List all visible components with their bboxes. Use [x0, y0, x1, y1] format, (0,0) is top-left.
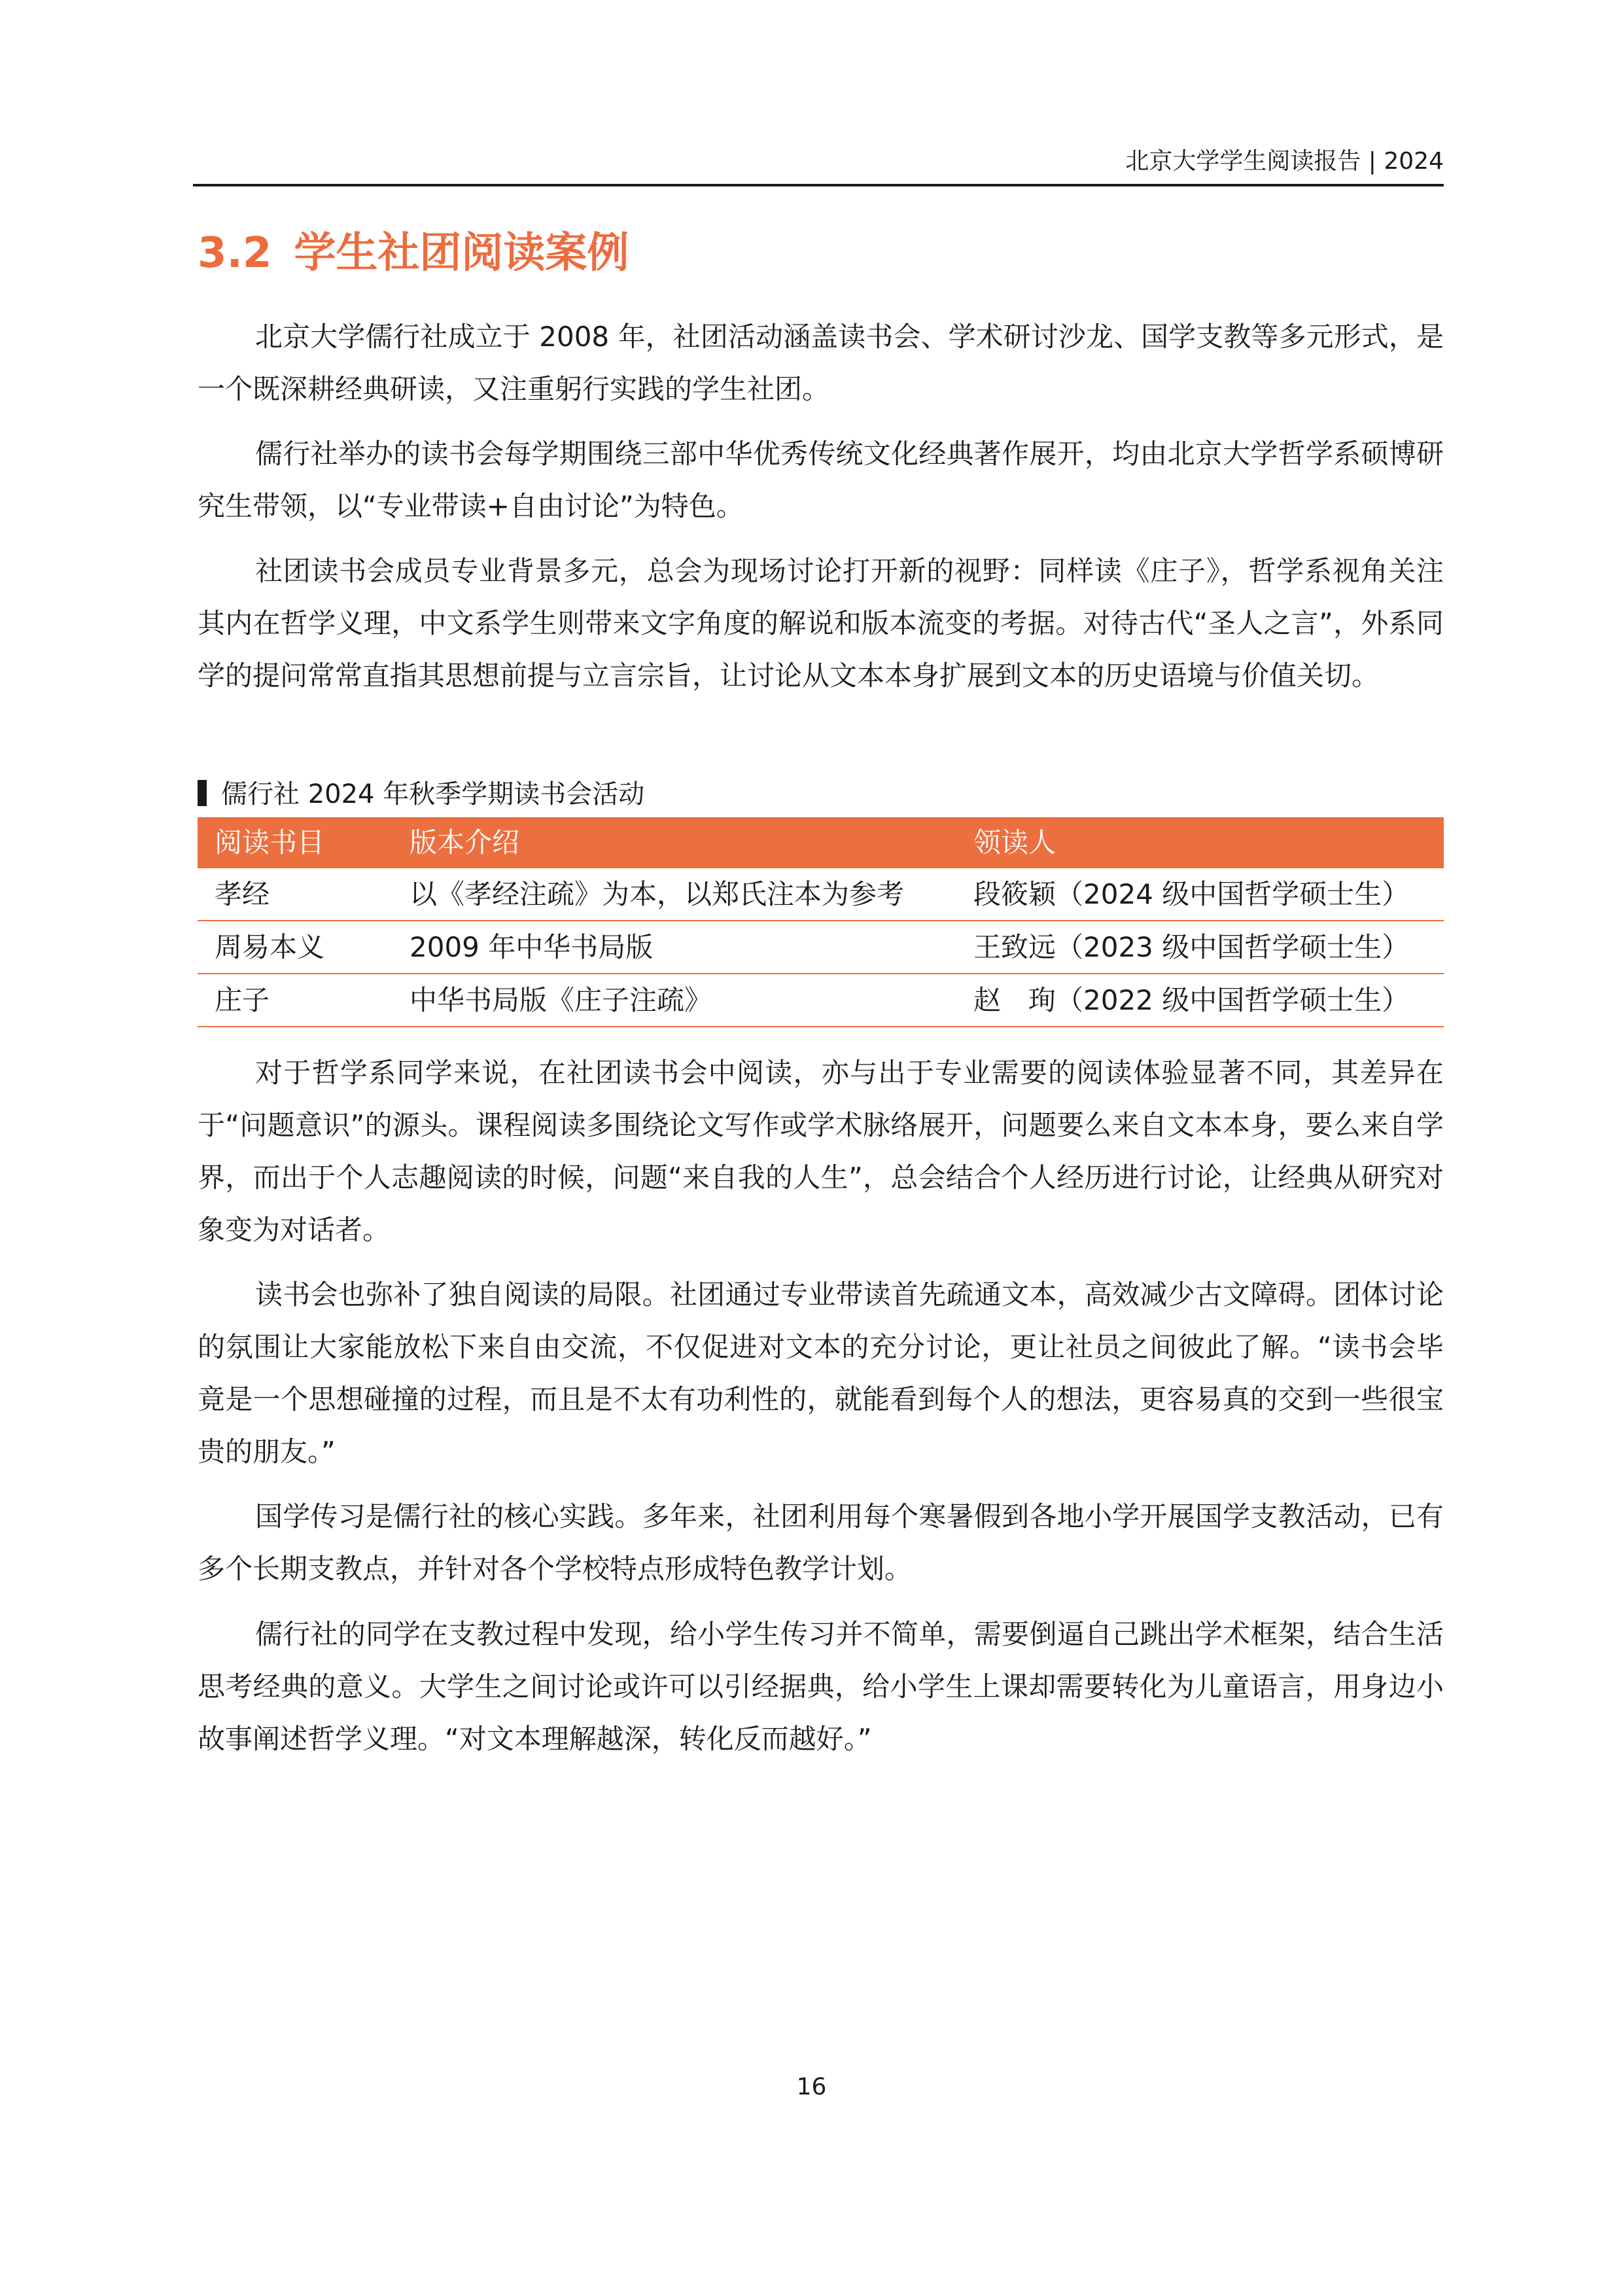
paragraph-3: 社团读书会成员专业背景多元，总会为现场讨论打开新的视野：同样读《庄子》，哲学系视角关注其内在哲学义理，中文系学生则带来文字角度的解说和版本流变的考据。对待古代“圣人之言”，外系同学的提问常常直指其思想前提与立言宗旨，让讨论从文本本身扩展到文本的历史语境与价值关切。 — [198, 555, 1444, 692]
table-row — [198, 974, 1444, 1027]
table-caption-text: 儒行社 2024 年秋季学期读书会活动 — [221, 779, 645, 809]
reading-activity-table — [198, 817, 1444, 1027]
table-row — [198, 921, 1444, 974]
cell-leader: 王致远（2023 级中国哲学硕士生） — [956, 921, 1444, 974]
table-header-row — [198, 817, 1444, 868]
cell-edition: 2009 年中华书局版 — [393, 921, 956, 974]
section-number: 3.2 — [198, 229, 272, 277]
cell-leader: 段筱颖（2024 级中国哲学硕士生） — [956, 868, 1444, 921]
page-header — [193, 147, 1444, 186]
cell-leader: 赵 珣（2022 级中国哲学硕士生） — [956, 974, 1444, 1027]
paragraph-6: 国学传习是儒行社的核心实践。多年来，社团利用每个寒暑假到各地小学开展国学支教活动，已有多个长期支教点，并针对各个学校特点形成特色教学计划。 — [198, 1500, 1444, 1585]
header-book: 阅读书目 — [198, 817, 393, 868]
cell-edition: 中华书局版《庄子注疏》 — [393, 974, 956, 1027]
paragraph-7: 儒行社的同学在支教过程中发现，给小学生传习并不简单，需要倒逼自己跳出学术框架，结合生活思考经典的意义。大学生之间讨论或许可以引经据典，给小学生上课却需要转化为儿童语言，用身边小故事阐述哲学义理。“对文本理解越深，转化反而越好。” — [198, 1618, 1444, 1755]
paragraph-4: 对于哲学系同学来说，在社团读书会中阅读，亦与出于专业需要的阅读体验显著不同，其差异在于“问题意识”的源头。课程阅读多围绕论文写作或学术脉络展开，问题要么来自文本本身，要么来自学界，而出于个人志趣阅读的时候，问题“来自我的人生”，总会结合个人经历进行讨论，让经典从研究对象变为对话者。 — [198, 1057, 1444, 1246]
cell-book: 周易本义 — [198, 921, 393, 974]
paragraph-1: 北京大学儒行社成立于 2008 年，社团活动涵盖读书会、学术研讨沙龙、国学支教等多元形式，是一个既深耕经典研读，又注重躬行实践的学生社团。 — [198, 321, 1444, 405]
header-leader: 领读人 — [956, 817, 1444, 868]
cell-book: 孝经 — [198, 868, 393, 921]
section-heading — [198, 226, 629, 281]
header-edition: 版本介绍 — [393, 817, 956, 868]
cell-edition: 以《孝经注疏》为本，以郑氏注本为参考 — [393, 868, 956, 921]
table-caption — [198, 775, 644, 814]
caption-marker — [198, 780, 207, 806]
table-row — [198, 868, 1444, 921]
section-title: 学生社团阅读案例 — [294, 229, 629, 277]
paragraph-5: 读书会也弥补了独自阅读的局限。社团通过专业带读首先疏通文本，高效减少古文障碍。团体讨论的氛围让大家能放松下来自由交流，不仅促进对文本的充分讨论，更让社员之间彼此了解。“读书会毕竟是一个思想碰撞的过程，而且是不太有功利性的，就能看到每个人的想法，更容易真的交到一些很宝贵的朋友。” — [198, 1279, 1444, 1468]
paragraph-2: 儒行社举办的读书会每学期围绕三部中华优秀传统文化经典著作展开，均由北京大学哲学系硕博研究生带领，以“专业带读+自由讨论”为特色。 — [198, 438, 1444, 522]
page-number: 16 — [796, 2074, 827, 2100]
header-title: 北京大学学生阅读报告 | 2024 — [1125, 148, 1444, 175]
cell-book: 庄子 — [198, 974, 393, 1027]
